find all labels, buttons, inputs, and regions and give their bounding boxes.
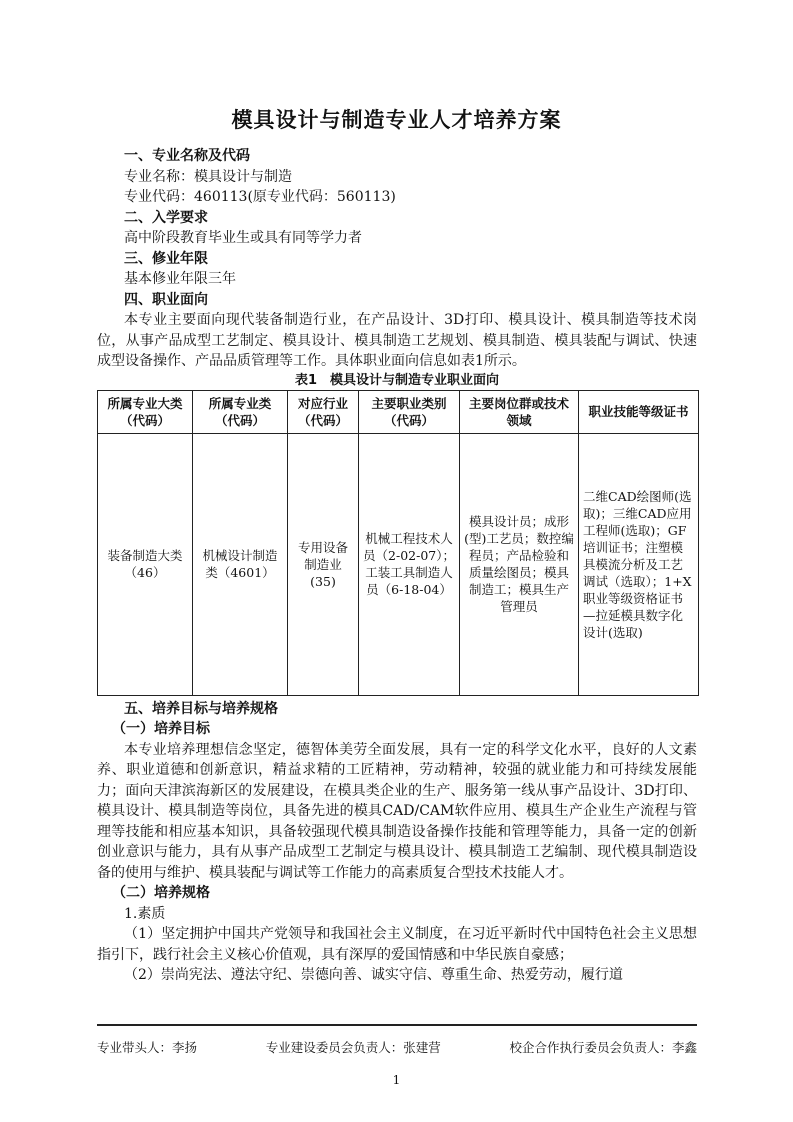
page-footer [97, 1038, 697, 1056]
table-caption: 表1 模具设计与制造专业职业面向 [294, 372, 500, 388]
table-header-cell: 主要岗位群或技术领域 [460, 390, 579, 433]
career-paragraph: 本专业主要面向现代装备制造行业，在产品设计、3D打印、模具设计、模具制造等技术岗位，从事产品成型工艺制定、模具设计、模具制造工艺规划、模具制造、模具装配与调试、快速成型设备操作、产品品质管理等工作。具体职业面向信息如表1所示。 [97, 312, 697, 369]
footer-coop: 校企合作执行委员会负责人：李鑫 [509, 1040, 697, 1055]
document-title: 模具设计与制造专业人才培养方案 [231, 108, 562, 132]
duration-text: 基本修业年限三年 [124, 271, 236, 287]
footer-divider [97, 1024, 697, 1026]
table-cell: 二维CAD绘图师(选取)；三维CAD应用工程师(选取)；GF培训证书；注塑模具模流分析及工艺调试（选取）；1+X职业等级资格证书—拉延模具数字化设计(选取) [579, 433, 699, 695]
table-cell: 专用设备制造业(35) [288, 433, 359, 695]
footer-leader: 专业带头人：李扬 [97, 1040, 198, 1055]
spec-subheading: 1.素质 [124, 905, 166, 922]
subsection-heading: （二）培养规格 [112, 885, 210, 901]
table-header-cell: 主要职业类别（代码） [359, 390, 460, 433]
goal-paragraph: 本专业培养理想信念坚定，德智体美劳全面发展，具有一定的科学文化水平，良好的人文素养、职业道德和创新意识，精益求精的工匠精神，劳动精神，较强的就业能力和可持续发展能力；面向天津滨海新区的发展建设，在模具类企业的生产、服务第一线从事产品设计、3D打印、模具设计、模具制造等岗位，具备先进的模具CAD/CAM软件应用、模具生产企业生产流程与管理等技能和相应基本知识，具备较强现代模具制造设备操作技能和管理等能力，具备一定的创新创业意识与能力，具有从事产品成型工艺制定与模具设计、模具制造工艺编制、现代模具制造设备的使用与维护、模具装配与调试等工作能力的高素质复合型技术技能人才。 [97, 741, 697, 881]
spec-paragraph: （2）崇尚宪法、遵法守纪、崇德向善、诚实守信、尊重生命、热爱劳动，履行道 [124, 967, 623, 983]
table-header-cell: 对应行业（代码） [288, 390, 359, 433]
table-row [98, 433, 699, 695]
subsection-heading: （一）培养目标 [112, 721, 210, 737]
table-header-cell: 所属专业大类（代码） [98, 390, 193, 433]
table-header-cell: 所属专业类（代码） [193, 390, 288, 433]
table-cell: 机械工程技术人员（2-02-07）；工装工具制造人员（6-18-04） [359, 433, 460, 695]
table-header-row [98, 390, 699, 433]
table-cell: 机械设计制造类（4601） [193, 433, 288, 695]
document-body [97, 146, 697, 986]
section-heading: 一、专业名称及代码 [124, 148, 250, 164]
major-name: 专业名称：模具设计与制造 [124, 168, 292, 185]
section-heading: 二、入学要求 [124, 209, 208, 226]
footer-committee: 专业建设委员会负责人：张建营 [265, 1040, 441, 1055]
major-code: 专业代码：460113(原专业代码：560113) [124, 189, 396, 205]
section-heading: 四、职业面向 [124, 291, 208, 308]
section-heading: 五、培养目标与培养规格 [124, 700, 278, 717]
table-cell: 装备制造大类（46） [98, 433, 193, 695]
page-number: 1 [392, 1073, 401, 1087]
admission-text: 高中阶段教育毕业生或具有同等学力者 [124, 230, 362, 246]
spec-paragraph: （1）坚定拥护中国共产党领导和我国社会主义制度，在习近平新时代中国特色社会主义思想指引下，践行社会主义核心价值观，具有深厚的爱国情感和中华民族自豪感； [97, 926, 697, 963]
career-table [97, 390, 699, 696]
section-heading: 三、修业年限 [124, 250, 208, 267]
table-cell: 模具设计员；成形(型)工艺员；数控编程员；产品检验和质量绘图员；模具制造工；模具生产管理员 [460, 433, 579, 695]
table-header-cell: 职业技能等级证书 [579, 390, 699, 433]
